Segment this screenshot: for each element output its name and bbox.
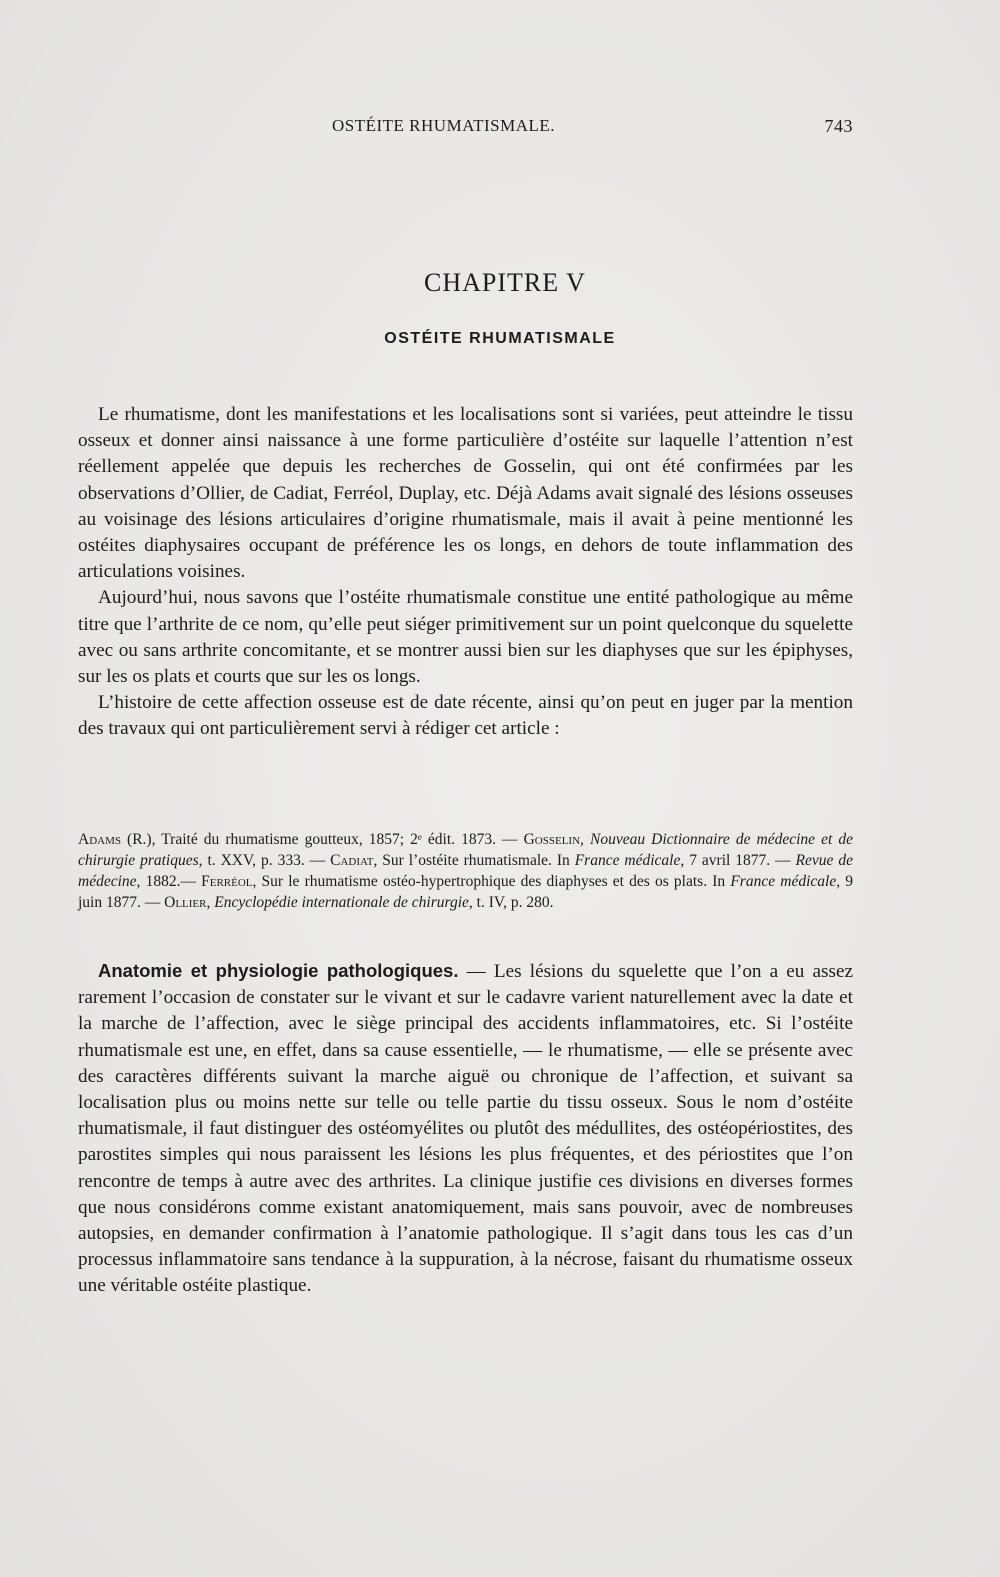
chapter-subheading: OSTÉITE RHUMATISMALE [384,330,616,347]
paragraph: Le rhumatisme, dont les manifestations et les localisations sont si variées, peut atteindre le tissu osseux et donner ainsi naissance à une forme particulière d’ostéite sur laquelle l’attention n’est réellement appelée que depuis les recherches de Gosselin, qui ont été confirmées par les observations d’Ollier, de Cadiat, Ferréol, Duplay, etc. Déjà Adams avait signalé des lésions osseuses au voisinage des lésions articulaires d’origine rhumatismale, mais il avait à peine mentionné les ostéites diaphysaires occupant de préférence les os longs, en dehors de toute inflammation des articulations voisines. [78,404,853,583]
section-heading: Anatomie et physiologie pathologiques. [98,960,459,981]
paragraph: L’histoire de cette affection osseuse est de date récente, ainsi qu’on peut en juger par la mention des travaux qui ont particulièrement servi à rédiger cet article : [78,692,853,740]
ref-text: , [580,831,590,848]
bibliography-entries [78,829,853,913]
ref-author-cadiat: Cadiat [330,852,374,869]
anatomy-section [78,958,853,1300]
ref-text: , 1882.— [136,873,202,890]
ref-author-gosselin: Gosselin [523,831,581,848]
chapter-heading: CHAPITRE V [424,268,586,297]
ref-text: , t. XXV, p. 333. — [198,852,331,869]
bibliography [78,829,853,913]
ref-text: , Sur l’ostéite rhumatismale. In [373,852,575,869]
ref-journal: France médicale [574,852,681,869]
running-head [78,116,853,140]
ref-text: , 9 juin 1877. — [78,873,853,911]
ref-author-ferreol: Ferréol [201,873,253,890]
ref-text: , 7 avril 1877. — [680,852,796,869]
ref-work-title: Encyclopédie internationale de chirurgie [214,894,469,911]
running-head-title: OSTÉITE RHUMATISMALE. [332,116,555,135]
ref-author-adams: Adams [78,831,121,848]
ref-work-title: Nouveau Dictionnaire de médecine et de chirurgie pratiques [78,831,854,869]
ref-journal: Revue de médecine [78,852,853,890]
paragraph: Aujourd’hui, nous savons que l’ostéite rhumatismale constitue une entité pathologique au même titre que l’arthrite de ce nom, qu’elle peut siéger primitivement sur un point quelconque du squelette avec ou sans arthrite concomitante, et se montrer aussi bien sur les diaphyses que sur les épiphyses, sur les os plats et courts que sur les os longs. [78,587,853,688]
intro-text [78,402,853,743]
ref-text: (R.), Traité du rhumatisme goutteux, 1857; 2ᵉ édit. 1873. — [120,831,524,848]
paragraph [78,958,853,1300]
section-body: — Les lésions du squelette que l’on a eu assez rarement l’occasion de constater sur le vivant et sur le cadavre varient naturellement avec la date et la marche de l’affection, avec le siège principal des accidents inflammatoires, etc. Si l’ostéite rhumatismale est une, en effet, dans sa cause essentielle, — le rhumatisme, — elle se présente avec des caractères différents suivant la marche aiguë ou chronique de l’affection, et suivant sa localisation plus ou moins nette sur telle ou telle partie du tissu osseux. Sous le nom d’ostéite rhumatismale, il faut distinguer des ostéomyélites ou plutôt des médullites, des ostéopériostites, des parostites simples qui nous paraissent les lésions les plus fréquentes, et des périostites que l’on rencontre de temps à autre avec des arthrites. La clinique justifie ces divisions en diverses formes que nous considérons comme existant anatomiquement, mais sans pouvoir, avec de nombreuses autopsies, en demander confirmation à l’anatomie pathologique. Il s’agit dans tous les cas d’un processus inflammatoire sans tendance à la suppuration, à la nécrose, faisant du rhumatisme osseux une véritable ostéite plastique. [78,961,854,1297]
ref-journal: France médicale [730,873,837,890]
ref-text: , [206,894,215,911]
ref-text: , Sur le rhumatisme ostéo-hypertrophique des diaphyses et des os plats. In [252,873,731,890]
ref-author-ollier: Ollier [164,894,207,911]
page-number: 743 [824,116,853,136]
ref-text: , t. IV, p. 280. [468,894,554,911]
